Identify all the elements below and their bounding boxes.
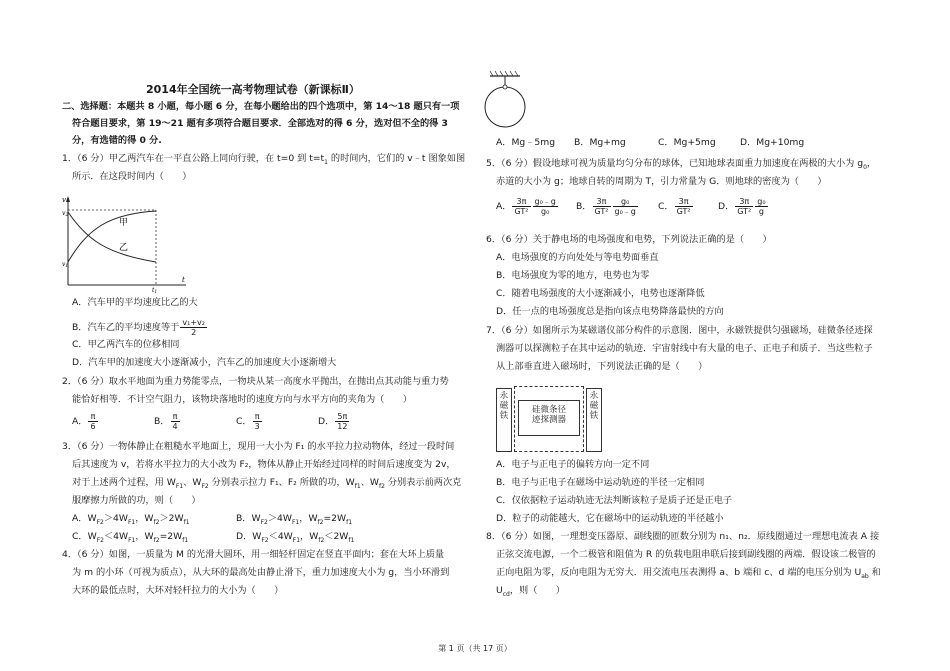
- q5-option-b[interactable]: B． $\frac{3\pi}{\text{GT²}}$ $\frac{\text{g₀}}{\text{g₀﹣g}}$: [576, 197, 636, 216]
- q3-stem-2: 后其速度为 v，若将水平拉力的大小改为 F₂，物体从静止开始经过同样的时间后速度变为 2v，: [72, 459, 456, 470]
- q4-ring-figure: [482, 68, 542, 130]
- v-label: v: [62, 196, 66, 204]
- q7-magnet-left: 永 磁 铁: [496, 388, 512, 452]
- q7-detector: 硅微条径 迹探测器: [518, 400, 580, 436]
- q5-stem-2: 赤道的大小为 g；地球自转的周期为 T，引力常量为 G．则地球的密度为（ ）: [496, 176, 827, 187]
- q3-option-b[interactable]: B．$W_{F2}>4W_{F1}$，$W_{f2}=2W_{f1}$: [236, 513, 353, 526]
- q6-option-c[interactable]: C．随着电场强度的大小逐渐减小，电势也逐渐降低: [496, 288, 705, 299]
- q3-option-a[interactable]: A．$W_{F2}>4W_{F1}$，$W_{f2}>2W_{f1}$: [72, 513, 190, 526]
- section-instructions-2: 符合题目要求，第 19～21 题有多项符合题目要求．全部选对的得 6 分，选对但不全的得 3: [72, 118, 448, 129]
- q6-option-a[interactable]: A．电场强度的方向处处与等电势面垂直: [496, 252, 659, 263]
- q2-option-c[interactable]: C． $\frac{\pi}{3}$: [236, 412, 260, 431]
- q6-option-b[interactable]: B．电场强度为零的地方，电势也为零: [496, 270, 650, 281]
- q2-option-a[interactable]: A． $\frac{\pi}{6}$: [72, 412, 96, 431]
- label-yi: 乙: [119, 243, 129, 253]
- q8-stem-1: 8．（6 分）如图，一理想变压器原、副线圈的匝数分别为 n₁、n₂．原线圈通过一理想电流表 A 接: [486, 531, 880, 542]
- q7-option-d[interactable]: D．粒子的动能越大，它在磁场中的运动轨迹的半径越小: [496, 513, 724, 524]
- label-jia: 甲: [119, 218, 129, 228]
- q8-stem-2: 正弦交流电源，一个二极管和阻值为 R 的负载电阻串联后接到副线圈的两端．假设该二极管的: [496, 549, 876, 560]
- q7-magnet-right: 永 磁 铁: [586, 388, 602, 452]
- q1-option-d[interactable]: D．汽车甲的加速度大小逐渐减小，汽车乙的加速度大小逐渐增大: [72, 357, 337, 368]
- q2-option-d[interactable]: D． $\frac{5\pi}{12}$: [318, 412, 348, 431]
- q7-option-c[interactable]: C．仅依据粒子运动轨迹无法判断该粒子是质子还是正电子: [496, 495, 733, 506]
- page-title: 2014年全国统一高考物理试卷（新课标Ⅱ）: [146, 83, 360, 96]
- v1-label: v1: [62, 261, 69, 269]
- q8-stem-3: 正向电阻为零，反向电阻为无穷大．用交流电压表测得 a、b 端和 c、d 端的电压分别为 $U_{ab}$ 和: [496, 567, 881, 580]
- q3-stem-3: 对于上述两个过程，用 $W_{F1}$、$W_{F2}$ 分别表示拉力 F₁、F₂ 所做的功，$W_{f1}$、$W_{f2}$ 分别表示前两次克: [72, 477, 462, 490]
- q4-option-c[interactable]: C．Mg+5mg: [658, 137, 716, 148]
- q3-option-d[interactable]: D．$W_{F2}<4W_{F1}$，$W_{f2}<2W_{f1}$: [236, 531, 355, 544]
- q4-stem-1: 4．（6 分）如图，一质量为 M 的光滑大圆环，用一细轻杆固定在竖直平面内；套在大环上质量: [62, 549, 445, 560]
- q5-option-d[interactable]: D． $\frac{3\pi}{\text{GT²}}$ $\frac{\text{g₀}}{g}$: [718, 197, 766, 216]
- v2-label: v2: [62, 210, 69, 218]
- q3-option-c[interactable]: C．$W_{F2}<4W_{F1}$，$W_{f2}=2W_{f1}$: [72, 531, 189, 544]
- q2-stem-1: 2．（6 分）取水平地面为重力势能零点，一物块从某一高度水平抛出，在抛出点其动能与重力势: [62, 376, 449, 387]
- q6-stem-1: 6．（6 分）关于静电场的电场强度和电势，下列说法正确的是（ ）: [486, 234, 772, 245]
- q6-option-d[interactable]: D．任一点的电场强度总是指向该点电势降落最快的方向: [496, 306, 724, 317]
- q3-stem-4: 服摩擦力所做的功，则（ ）: [72, 495, 201, 506]
- q2-stem-2: 能恰好相等．不计空气阻力，该物块落地时的速度方向与水平方向的夹角为（ ）: [72, 394, 412, 405]
- q4-stem-3: 大环的最低点时，大环对轻杆拉力的大小为（ ）: [72, 585, 284, 596]
- q7-stem-3: 从上部垂直进入磁场时，下列说法正确的是（ ）: [496, 361, 708, 372]
- t1-label: t1: [152, 287, 158, 295]
- t-label: t: [182, 276, 185, 284]
- y-axis-arrow: [66, 196, 70, 202]
- q1-option-c[interactable]: C．甲乙两汽车的位移相同: [72, 339, 180, 350]
- q7-stem-1: 7．（6 分）如图所示为某磁谱仪部分构件的示意图．图中，永磁铁提供匀强磁场，硅微条径迹探: [486, 325, 873, 336]
- q1-stem-2: 所示．在这段时间内（ ）: [72, 171, 192, 182]
- q7-option-a[interactable]: A．电子与正电子的偏转方向一定不同: [496, 459, 650, 470]
- q4-option-b[interactable]: B．Mg+mg: [574, 137, 626, 148]
- q1-vt-graph: [62, 190, 192, 295]
- q3-stem-1: 3．（6 分）一物体静止在粗糙水平地面上，现用一大小为 F₁ 的水平拉力拉动物体，经过一段时间: [62, 441, 455, 452]
- q1-stem-1: 1．（6 分）甲乙两汽车在一平直公路上同向行驶，在 t=0 到 $t=t_1$ 的时间内，它们的 v﹣t 图象如图: [62, 153, 466, 166]
- section-instructions-1: 二、选择题：本题共 8 小题，每小题 6 分，在每小题给出的四个选项中，第 14～18 题只有一项: [62, 101, 460, 112]
- q4-stem-2: 为 m 的小环（可视为质点），从大环的最高处由静止滑下，重力加速度大小为 g，当小环滑到: [72, 567, 450, 578]
- q5-option-a[interactable]: A． $\frac{3\pi}{\text{GT²}}$ $\frac{\text{g₀﹣g}}{\text{g₀}}$: [496, 197, 556, 216]
- q7-option-b[interactable]: B．电子与正电子在磁场中运动轨迹的半径一定相同: [496, 477, 705, 488]
- section-instructions-3: 分，有选错的得 0 分.: [72, 135, 162, 146]
- q1-option-b[interactable]: B．汽车乙的平均速度等于 $\frac{\text{v₁+v₂}}{2}$: [72, 318, 205, 337]
- q5-stem-1: 5．（6 分）假设地球可视为质量均匀分布的球体，已知地球表面重力加速度在两极的大小为 $g_0$，: [486, 158, 877, 171]
- q2-option-b[interactable]: B． $\frac{\pi}{4}$: [154, 412, 178, 431]
- page-footer: 第 1 页（共 17 页）: [438, 644, 512, 653]
- q7-stem-2: 测器可以探测粒子在其中运动的轨迹．宇宙射线中有大量的电子、正电子和质子．当这些粒子: [496, 343, 873, 354]
- q4-option-d[interactable]: D．Mg+10mg: [740, 137, 805, 148]
- q5-option-c[interactable]: C． $\frac{3\pi}{\text{GT²}}$: [658, 197, 691, 216]
- q8-stem-4: $U_{cd}$，则（ ）: [496, 585, 565, 598]
- curve-jia: [68, 211, 156, 262]
- big-ring: [485, 87, 525, 127]
- small-ring: [503, 85, 507, 89]
- q4-option-a[interactable]: A．Mg﹣5mg: [496, 137, 556, 148]
- q1-option-a[interactable]: A．汽车甲的平均速度比乙的大: [72, 297, 198, 308]
